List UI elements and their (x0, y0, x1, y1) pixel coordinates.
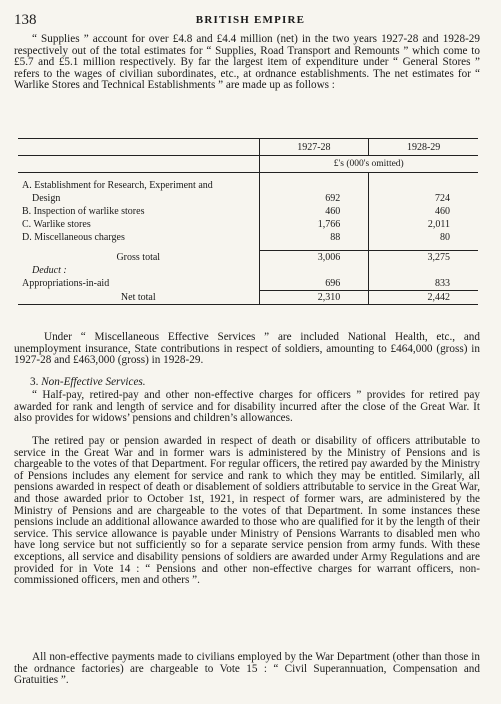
column-header-1927-28: 1927-28 (259, 139, 369, 156)
paragraph-supplies: “ Supplies ” account for over £4.8 and £4.4 million (net) in the two years 1927-28 and 1928-29 respectively out of the total estimates for “ Supplies, Road Transport and Remounts ” which come to £5.7 and £5.1 million respectively. By far the largest item of expenditure under “ General Stores ” refers to the wages of civilian subordinates, etc., at ordnance establishments. The net estimates for “ Warlike Stores and Technical Establishments ” are made up as follows : (14, 33, 480, 92)
row-label: C. Warlike stores (22, 219, 91, 230)
appropriations-row (18, 277, 478, 291)
units-label: £'s (000's omitted) (259, 156, 478, 173)
estimates-table (18, 138, 478, 305)
running-title: BRITISH EMPIRE (195, 14, 306, 26)
table-row (18, 179, 478, 192)
paragraph-retired-pay: The retired pay or pension awarded in respect of death or disability of officers attributable to service in the Great War and in former wars is administered by the Ministry of Pensions and is chargeable to the votes of that Department. For regular officers, the retired pay awarded by the Ministry of Pensions includes any element for service and rank to which they may be entitled. Similarly, all pensions awarded in respect of death or disablement of soldiers attributable to service in the Great War, and those awarded prior to October 1st, 1921, in respect of former wars, are administered by the Ministry of Pensions and are chargeable to the votes of that Department. In some instances these pensions include an additional allowance awarded to those who are qualified for it by the length of their service. This service allowance is payable under Ministry of Pensions Warrants to disabled men who have long service but not sufficiently so for a separate service pension from army funds. With these exceptions, all service and disability pensions of soldiers are awarded under Army Regulations and are provided for in Vote 14 : “ Pensions and other non-effective charges for warrant officers, non-commissioned officers, men and others ”. (14, 435, 480, 587)
paragraph-civilian-payments: All non-effective payments made to civilians employed by the War Department (other than those in the ordnance factories) are chargeable to Vote 15 : “ Civil Superannuation, Compensation and Gratuities ”. (14, 651, 480, 687)
paragraph-half-pay: “ Half-pay, retired-pay and other non-effective charges for officers ” provides for retired pay awarded for rank and length of service and for disability incurred after the close of the Great War. It also provides for widows’ pensions and children’s allowances. (14, 389, 480, 425)
value-1927: 460 (259, 205, 369, 218)
row-label: D. Miscellaneous charges (22, 232, 125, 243)
page-header (14, 12, 487, 32)
row-label: Design (32, 193, 61, 204)
appropriations-1927: 696 (259, 277, 369, 291)
gross-total-row (18, 251, 478, 265)
deduct-label: Deduct : (32, 265, 67, 276)
paragraph-misc-effective: Under “ Miscellaneous Effective Services ” are included National Health, etc., and unemployment insurance, State contributions in respect of soldiers, amounting to £464,000 (gross) in 1927-28 and £463,000 (gross) in 1928-29. (14, 331, 480, 367)
table-row (18, 205, 478, 218)
value-1928: 2,011 (369, 218, 478, 231)
table-row (18, 218, 478, 231)
deduct-row (18, 264, 478, 277)
net-total-1928: 2,442 (369, 291, 478, 305)
net-total-row (18, 291, 478, 305)
appropriations-label: Appropriations-in-aid (22, 278, 110, 290)
value-1927: 1,766 (259, 218, 369, 231)
page-number: 138 (14, 12, 37, 28)
gross-total-1928: 3,275 (369, 251, 478, 265)
column-header-1928-29: 1928-29 (369, 139, 478, 156)
gross-total-label: Gross total (116, 251, 161, 263)
table-row (18, 231, 478, 244)
net-total-label: Net total (18, 291, 259, 305)
section-number: 3. (30, 376, 39, 388)
value-1927: 88 (259, 231, 369, 244)
section-heading (30, 376, 146, 388)
value-1928: 460 (369, 205, 478, 218)
table-row (18, 192, 478, 205)
row-label: A. Establishment for Research, Experiment and (22, 180, 213, 191)
value-1928: 80 (369, 231, 478, 244)
section-title: Non-Effective Services. (41, 376, 146, 388)
value-1927: 692 (259, 192, 369, 205)
row-label: B. Inspection of warlike stores (22, 206, 145, 217)
table-units-row (18, 156, 478, 173)
appropriations-1928: 833 (369, 277, 478, 291)
net-total-1927: 2,310 (259, 291, 369, 305)
table-header-row (18, 139, 478, 156)
value-1928: 724 (369, 192, 478, 205)
gross-total-1927: 3,006 (259, 251, 369, 265)
